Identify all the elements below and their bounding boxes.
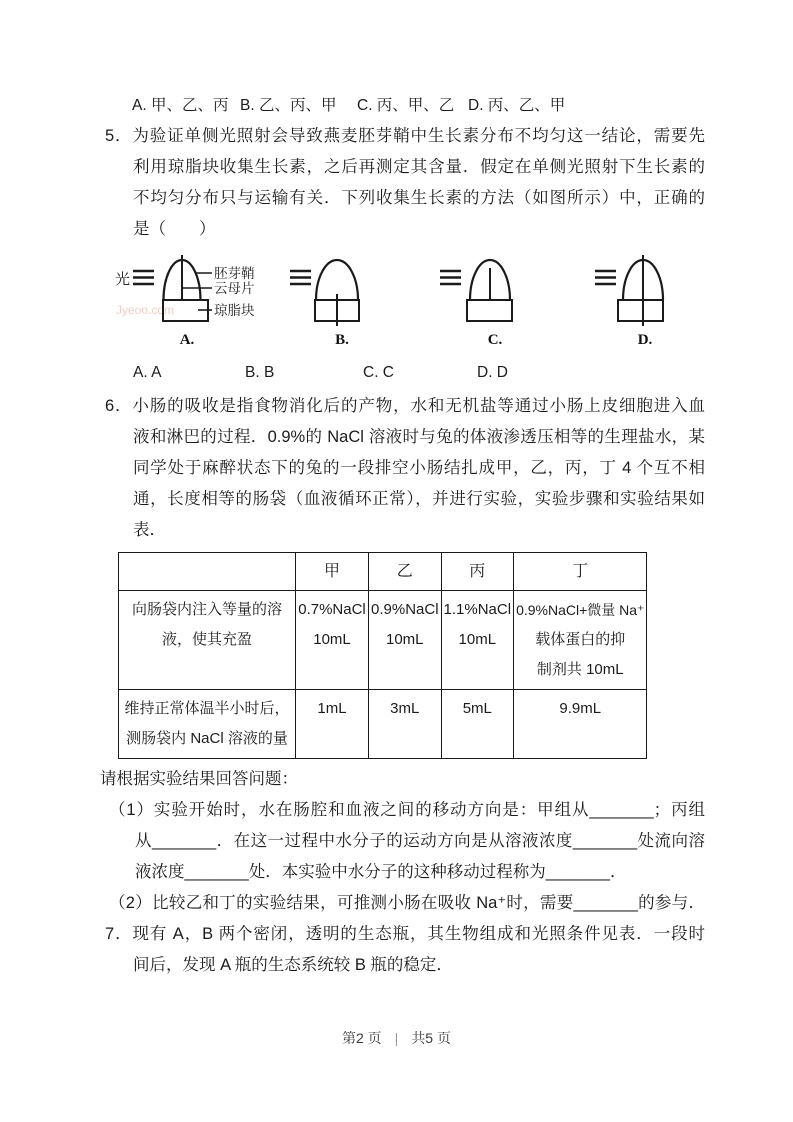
page-footer — [0, 1028, 793, 1048]
setup-b — [290, 260, 359, 348]
q5-line: 不均匀分布只与运输有关．下列收集生长素的方法（如图所示）中，正确的 — [133, 189, 705, 207]
light-rays-icon — [595, 271, 616, 284]
header-empty — [119, 553, 296, 591]
watermark-text: Jyeoo.com — [116, 303, 175, 317]
option-d: D. 丙、乙、甲 — [468, 97, 566, 114]
q6-line: 同学处于麻醉状态下的兔的一段排空小肠结扎成甲，乙，丙，丁 4 个互不相 — [133, 459, 705, 477]
option-b: B. B — [245, 364, 275, 381]
row1-jia: 0.7%NaCl 10mL — [296, 591, 369, 690]
q6-line: 表． — [133, 521, 166, 539]
sub-question-2 — [105, 888, 705, 919]
row2-bing: 5mL — [441, 690, 514, 759]
answer-prompt: 请根据实验结果回答问题： — [100, 770, 298, 788]
header-yi: 乙 — [369, 553, 442, 591]
row2-jia: 1mL — [296, 690, 369, 759]
sub1-line: 液浓度_______处．本实验中水分子的这种移动过程称为_______． — [135, 863, 627, 881]
q5-line: 利用琼脂块收集生长素，之后再测定其含量．假定在单侧光照射下生长素的 — [133, 158, 705, 176]
light-rays-icon — [133, 271, 154, 284]
header-ding: 丁 — [514, 553, 647, 591]
sub2-line: （2）比较乙和丁的实验结果，可推测小肠在吸收 Na⁺时，需要_______的参与． — [109, 894, 705, 912]
row1-yi: 0.9%NaCl 10mL — [369, 591, 442, 690]
q5-options — [100, 357, 710, 388]
q6-line: 通，长度相等的肠袋（血液循环正常），并进行实验，实验步骤和实验结果如 — [133, 490, 705, 508]
page-content — [100, 90, 710, 981]
question-7-text — [105, 919, 705, 981]
setup-c-caption: C. — [487, 332, 503, 348]
agar-block — [618, 300, 663, 321]
row1-bing: 1.1%NaCl 10mL — [441, 591, 514, 690]
q6-line: 6．小肠的吸收是指食物消化后的产物，水和无机盐等通过小肠上皮细胞进入血 — [105, 397, 705, 415]
option-c: C. 丙、甲、乙 — [357, 97, 455, 114]
setup-c — [440, 260, 512, 348]
setup-d-caption: D. — [637, 332, 653, 348]
header-jia: 甲 — [296, 553, 369, 591]
option-a: A. 甲、乙、丙 — [132, 97, 229, 114]
footer-separator: | — [394, 1030, 399, 1046]
option-b: B. 乙、丙、甲 — [240, 97, 337, 114]
q7-line: 间后，发现 A 瓶的生态系统较 B 瓶的稳定． — [133, 956, 453, 974]
page-number: 第2 页 — [341, 1030, 382, 1046]
table-header-row — [119, 553, 647, 591]
row2-label: 维持正常体温半小时后， 测肠袋内 NaCl 溶液的量 — [119, 690, 296, 759]
setup-a-caption: A. — [179, 332, 195, 348]
row1-ding: 0.9%NaCl+微量 Na⁺ 载体蛋白的抑 制剂共 10mL — [514, 591, 647, 690]
experiment-table — [118, 552, 647, 759]
row2-yi: 3mL — [369, 690, 442, 759]
option-d: D. D — [477, 364, 508, 381]
setup-b-caption: B. — [335, 332, 349, 348]
light-rays-icon — [290, 271, 311, 284]
question-5-text — [105, 121, 705, 245]
question-6-text — [105, 391, 705, 546]
q5-line: 是（ ） — [133, 220, 216, 238]
row2-ding: 9.9mL — [514, 690, 647, 759]
prev-question-options — [100, 90, 710, 121]
sub-question-1 — [105, 795, 705, 888]
row1-label: 向肠袋内注入等量的溶 液，使其充盈 — [119, 591, 296, 690]
q5-line: 5．为验证单侧光照射会导致燕麦胚芽鞘中生长素分布不均匀这一结论，需要先 — [105, 127, 705, 145]
table-row — [119, 591, 647, 690]
option-c: C. C — [363, 364, 394, 381]
page-total: 共5 页 — [411, 1030, 451, 1046]
header-bing: 丙 — [441, 553, 514, 591]
sub1-line: 从_______．在这一过程中水分子的运动方向是从溶液浓度_______处流向溶 — [135, 832, 705, 850]
option-a: A. A — [133, 364, 162, 381]
setup-d — [595, 255, 663, 348]
table-row — [119, 690, 647, 759]
mica-label: 云母片 — [214, 281, 255, 296]
q7-line: 7．现有 A，B 两个密闭，透明的生态瓶，其生物组成和光照条件见表．一段时 — [105, 925, 705, 943]
agar-block — [467, 300, 512, 321]
light-rays-icon — [440, 271, 461, 284]
coleoptile-label: 胚芽鞘 — [214, 266, 255, 281]
agar-label: 琼脂块 — [214, 303, 255, 318]
q6-line: 液和淋巴的过程．0.9%的 NaCl 溶液时与兔的体液渗透压相等的生理盐水，某 — [133, 428, 705, 446]
sub1-line: （1）实验开始时，水在肠腔和血液之间的移动方向是：甲组从_______；丙组 — [109, 801, 705, 819]
setup-a — [115, 255, 255, 348]
experiment-setups-figure — [100, 251, 712, 355]
question-5-figure — [100, 251, 710, 355]
light-label: 光 — [115, 271, 131, 288]
